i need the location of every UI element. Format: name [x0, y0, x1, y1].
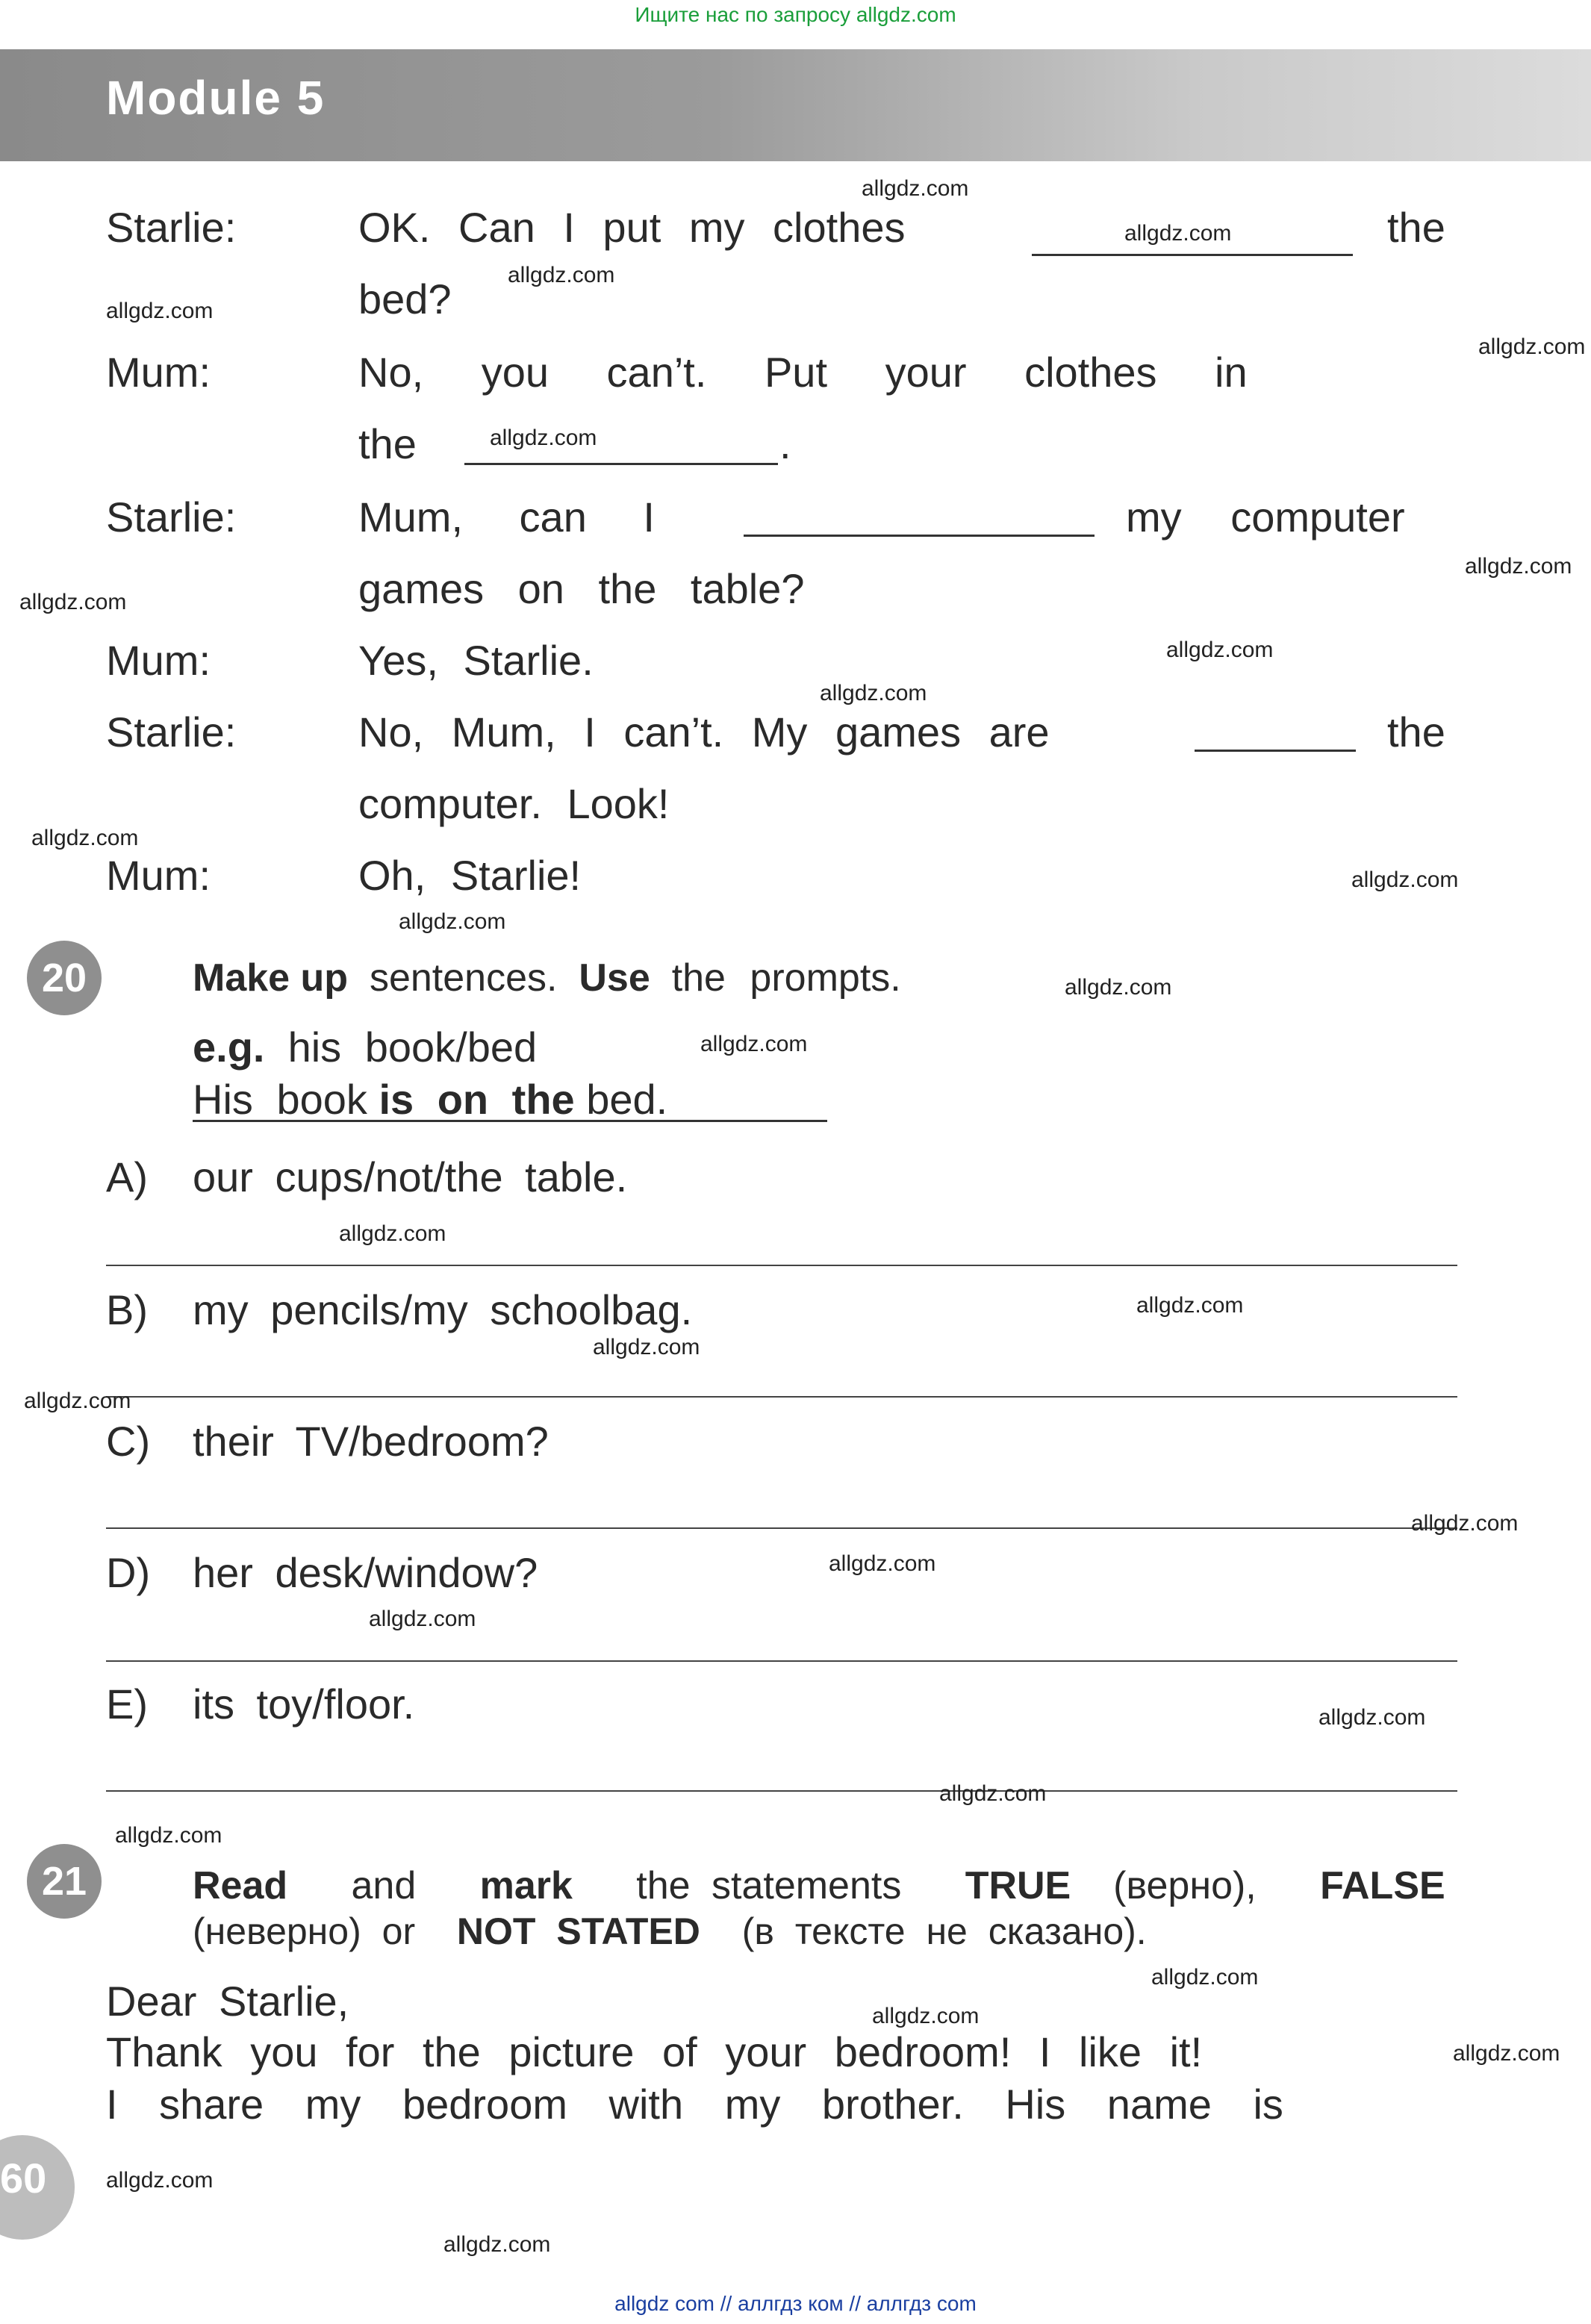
- speaker-label: Mum:: [106, 349, 211, 396]
- watermark: allgdz.com: [862, 176, 969, 201]
- watermark: allgdz.com: [1065, 975, 1172, 1000]
- dialogue-text: the: [1387, 708, 1445, 756]
- speaker-label: Mum:: [106, 637, 211, 684]
- dialogue-text: No, Mum, I can’t. My games are: [358, 708, 1050, 756]
- watermark: allgdz.com: [1411, 1511, 1519, 1536]
- watermark: allgdz.com: [369, 1607, 476, 1631]
- watermark: allgdz.com: [1151, 1965, 1259, 1990]
- example: e.g. his book/bed: [193, 1024, 538, 1071]
- watermark: allgdz.com: [1124, 221, 1232, 246]
- dialogue-text: OK. Can I put my clothes: [358, 204, 906, 251]
- speaker-label: Starlie:: [106, 204, 237, 251]
- answer-blank[interactable]: [1032, 254, 1353, 256]
- watermark: allgdz.com: [1453, 2041, 1560, 2066]
- dialogue-text: my computer: [1126, 493, 1405, 540]
- watermark: allgdz.com: [106, 2168, 214, 2193]
- item-prompt: my pencils/my schoolbag.: [193, 1286, 693, 1333]
- item-letter: B): [106, 1286, 148, 1333]
- dialogue-text: .: [779, 420, 791, 467]
- exercise-instruction: Read and mark the statements TRUE (верно), FALSE: [193, 1864, 1445, 1907]
- watermark: allgdz.com: [1465, 554, 1572, 579]
- letter-text: I share my bedroom with my brother. His name is: [106, 2081, 1283, 2128]
- item-prompt: our cups/not/the table.: [193, 1153, 628, 1200]
- item-prompt: her desk/window?: [193, 1549, 538, 1596]
- bottom-banner-text: allgdz com // аллгдз ком // аллгдз com: [614, 2292, 977, 2315]
- answer-blank[interactable]: [464, 463, 778, 465]
- watermark: allgdz.com: [19, 590, 127, 614]
- watermark: allgdz.com: [939, 1781, 1047, 1806]
- item-letter: A): [106, 1153, 148, 1200]
- watermark: allgdz.com: [1351, 867, 1459, 892]
- dialogue-text: Oh, Starlie!: [358, 852, 582, 899]
- watermark: allgdz.com: [115, 1823, 222, 1848]
- module-header: [0, 49, 1591, 161]
- answer-line[interactable]: [106, 1790, 1457, 1792]
- example-underline: [193, 1120, 827, 1122]
- watermark: allgdz.com: [1166, 638, 1274, 662]
- watermark: allgdz.com: [24, 1389, 131, 1413]
- watermark: allgdz.com: [443, 2232, 551, 2257]
- dialogue-text: games on the table?: [358, 565, 805, 612]
- item-letter: C): [106, 1418, 151, 1465]
- dialogue-text: computer. Look!: [358, 780, 670, 827]
- dialogue-text: No, you can’t. Put your clothes in: [358, 349, 1248, 396]
- dialogue-text: the: [358, 420, 417, 467]
- exercise-number-badge: 21: [27, 1844, 102, 1919]
- dialogue-text: Yes, Starlie.: [358, 637, 594, 684]
- exercise-number-badge: 20: [27, 941, 102, 1015]
- watermark: allgdz.com: [872, 2004, 980, 2028]
- watermark: allgdz.com: [508, 263, 615, 287]
- example-answer: His book is on the bed.: [193, 1076, 668, 1123]
- item-letter: E): [106, 1680, 148, 1728]
- answer-line[interactable]: [106, 1265, 1457, 1266]
- speaker-label: Starlie:: [106, 493, 237, 540]
- watermark: allgdz.com: [490, 426, 597, 450]
- watermark: allgdz.com: [593, 1335, 700, 1359]
- speaker-label: Starlie:: [106, 708, 237, 756]
- speaker-label: Mum:: [106, 852, 211, 899]
- letter-greeting: Dear Starlie,: [106, 1978, 349, 2025]
- letter-text: Thank you for the picture of your bedroom! I like it!: [106, 2028, 1203, 2075]
- answer-line[interactable]: [106, 1527, 1457, 1529]
- watermark: allgdz.com: [31, 826, 139, 850]
- dialogue-text: bed?: [358, 275, 452, 323]
- dialogue-text: Mum, can I: [358, 493, 655, 540]
- answer-blank[interactable]: [744, 535, 1095, 537]
- item-prompt: their TV/bedroom?: [193, 1418, 549, 1465]
- module-title: Module 5: [106, 71, 326, 125]
- answer-line[interactable]: [106, 1396, 1457, 1398]
- watermark: allgdz.com: [1478, 334, 1586, 359]
- watermark: allgdz.com: [339, 1221, 446, 1246]
- top-banner-text: Ищите нас по запросу allgdz.com: [635, 3, 956, 26]
- item-prompt: its toy/floor.: [193, 1680, 415, 1728]
- item-letter: D): [106, 1549, 151, 1596]
- exercise-instruction: Make up sentences. Use the prompts.: [193, 956, 901, 1000]
- watermark: allgdz.com: [399, 909, 506, 934]
- watermark: allgdz.com: [106, 299, 214, 323]
- answer-line[interactable]: [106, 1660, 1457, 1662]
- answer-blank[interactable]: [1195, 750, 1356, 752]
- watermark: allgdz.com: [829, 1551, 936, 1576]
- dialogue-text: the: [1387, 204, 1445, 251]
- exercise-instruction: (неверно) or NOT STATED (в тексте не сказано).: [193, 1910, 1147, 1952]
- page-number: 60: [0, 2155, 47, 2202]
- watermark: allgdz.com: [700, 1032, 808, 1056]
- watermark: allgdz.com: [820, 681, 927, 705]
- watermark: allgdz.com: [1318, 1705, 1426, 1730]
- watermark: allgdz.com: [1136, 1293, 1244, 1318]
